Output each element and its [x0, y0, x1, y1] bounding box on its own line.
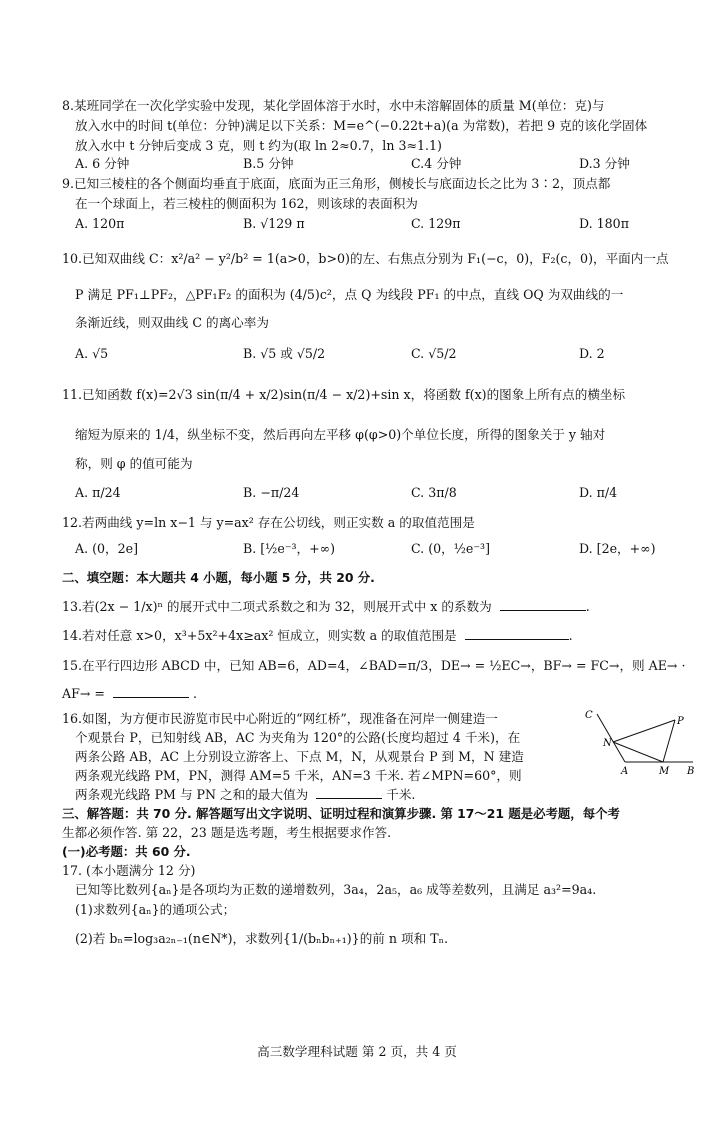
- q9-line1: 9.已知三棱柱的各个侧面均垂直于底面，底面为正三角形，侧棱长与底面边长之比为 3∶2，顶点都: [62, 176, 611, 191]
- q10-option-b: B. √5 或 √5/2: [243, 346, 326, 361]
- q11-option-c: C. 3π/8: [411, 485, 457, 500]
- q16-line1: 16.如图，为方便市民游览市民中心附近的“网红桥”，现准备在河岸一侧建造一: [62, 711, 498, 726]
- q8-option-c: C.4 分钟: [411, 156, 462, 171]
- q10-line1: 10.已知双曲线 C：x²/a² − y²/b² = 1(a>0，b>0)的左、右焦点分别为 F₁(−c，0)，F₂(c，0)，平面内一点: [62, 251, 669, 266]
- q11-option-a: A. π/24: [75, 485, 121, 500]
- section-fill-in-heading: 二、填空题：本大题共 4 小题，每小题 5 分，共 20 分.: [62, 570, 375, 585]
- q17-line3: (2)若 bₙ=log₃a₂ₙ₋₁(n∈N*)，求数列{1/(bₙbₙ₊₁)}的前 n 项和 Tₙ.: [75, 931, 449, 946]
- q9-line2: 在一个球面上，若三棱柱的侧面积为 162，则该球的表面积为: [75, 196, 418, 211]
- q16-line4: 两条观光线路 PM，PN，测得 AM=5 千米，AN=3 千米. 若∠MPN=60°，则: [75, 768, 522, 783]
- q8-option-d: D.3 分钟: [579, 156, 630, 171]
- q8-line2: 放入水中的时间 t(单位：分钟)满足以下关系：M=e^(−0.22t+a)(a 为常数)，若把 9 克的该化学固体: [75, 118, 648, 133]
- q10-option-c: C. √5/2: [411, 346, 457, 361]
- q10-option-d: D. 2: [579, 346, 605, 361]
- segment-nm: [613, 742, 663, 762]
- q16-answer-blank[interactable]: [316, 786, 382, 799]
- q14-line: [62, 627, 694, 645]
- section-solve-heading-line2: 生都必须作答. 第 22，23 题是选考题，考生根据要求作答.: [62, 825, 392, 840]
- label-b: B: [687, 766, 695, 777]
- q8-option-a: A. 6 分钟: [75, 156, 130, 171]
- q15-line2-text: AF→ =: [62, 686, 105, 701]
- section-required-heading: (一)必考题：共 60 分.: [62, 844, 191, 859]
- q13-period: .: [585, 599, 590, 614]
- q17-line1: 已知等比数列{aₙ}是各项均为正数的递增数列，3a₄，2a₅，a₆ 成等差数列，且满足 a₃²=9a₄.: [75, 882, 597, 897]
- q16-unit: 千米.: [386, 787, 416, 802]
- label-m: M: [659, 766, 670, 777]
- q8-line1: 8.某班同学在一次化学实验中发现，某化学固体溶于水时，水中未溶解固体的质量 M(单位：克)与: [62, 98, 605, 113]
- q11-option-d: D. π/4: [579, 485, 618, 500]
- q15-line1: 15.在平行四边形 ABCD 中，已知 AB=6，AD=4，∠BAD=π/3，DE→ = ½EC→，BF→ = FC→，则 AE→ ·: [62, 658, 686, 673]
- q17-line2: (1)求数列{aₙ}的通项公式；: [75, 902, 236, 917]
- page-footer: 高三数学理科试题 第 2 页，共 4 页: [257, 1044, 457, 1059]
- q12-option-a: A. (0，2e]: [75, 541, 138, 556]
- q12-option-d: D. [2e，+∞): [579, 541, 656, 556]
- label-p: P: [677, 716, 684, 727]
- q12-line1: 12.若两曲线 y=ln x−1 与 y=ax² 存在公切线，则正实数 a 的取值范围是: [62, 515, 475, 530]
- q10-option-a: A. √5: [75, 346, 109, 361]
- label-n: N: [603, 738, 612, 749]
- q9-option-b: B. √129 π: [243, 216, 305, 231]
- q12-option-b: B. [½e⁻³，+∞): [243, 541, 336, 556]
- q8-line3: 放入水中 t 分钟后变成 3 克，则 t 约为(取 ln 2≈0.7，ln 3≈1.1): [75, 138, 442, 153]
- q16-line5: [75, 786, 694, 804]
- q16-line5-text: 两条观光线路 PM 与 PN 之和的最大值为: [75, 787, 309, 802]
- q16-line2: 个观景台 P，已知射线 AB，AC 为夹角为 120°的公路(长度均超过 4 千米)，在: [75, 730, 521, 745]
- section-solve-heading-line1: 三、解答题：共 70 分. 解答题写出文字说明、证明过程和演算步骤. 第 17～21 题是必考题，每个考: [62, 806, 620, 821]
- q16-figure: [583, 706, 701, 782]
- q11-line3: 称，则 φ 的值可能为: [75, 456, 193, 471]
- q10-line2: P 满足 PF₁⊥PF₂，△PF₁F₂ 的面积为 (4/5)c²，点 Q 为线段 PF₁ 的中点，直线 OQ 为双曲线的一: [75, 287, 624, 302]
- q9-option-a: A. 120π: [75, 216, 125, 231]
- q15-answer-blank[interactable]: [113, 685, 189, 698]
- segment-pm: [663, 720, 675, 762]
- q17-head: 17. (本小题满分 12 分): [62, 863, 196, 878]
- q16-line3: 两条公路 AB，AC 上分别设立游客上、下点 M，N，从观景台 P 到 M，N 建造: [75, 749, 524, 764]
- q9-option-c: C. 129π: [411, 216, 461, 231]
- q13-line: [62, 598, 694, 616]
- q13-text: 13.若(2x − 1/x)ⁿ 的展开式中二项式系数之和为 32，则展开式中 x 的系数为: [62, 599, 492, 614]
- q11-option-b: B. −π/24: [243, 485, 300, 500]
- label-a: A: [621, 766, 629, 777]
- label-c: C: [585, 710, 593, 721]
- q14-text: 14.若对任意 x>0，x³+5x²+4x≥ax² 恒成立，则实数 a 的取值范围是: [62, 628, 457, 643]
- q12-option-c: C. (0，½e⁻³]: [411, 541, 490, 556]
- q15-period: .: [188, 686, 197, 701]
- q9-option-d: D. 180π: [579, 216, 629, 231]
- q15-line2: [62, 685, 694, 703]
- q13-answer-blank[interactable]: [500, 598, 586, 611]
- q14-answer-blank[interactable]: [465, 627, 569, 640]
- q14-period: .: [568, 628, 573, 643]
- q11-line1: 11.已知函数 f(x)=2√3 sin(π/4 + x/2)sin(π/4 − x/2)+sin x，将函数 f(x)的图象上所有点的横坐标: [62, 387, 626, 402]
- q8-option-b: B.5 分钟: [243, 156, 294, 171]
- q10-line3: 条渐近线，则双曲线 C 的离心率为: [75, 315, 269, 330]
- q11-line2: 缩短为原来的 1/4，纵坐标不变，然后再向左平移 φ(φ>0)个单位长度，所得的图象关于 y 轴对: [75, 427, 606, 442]
- segment-np: [613, 720, 675, 742]
